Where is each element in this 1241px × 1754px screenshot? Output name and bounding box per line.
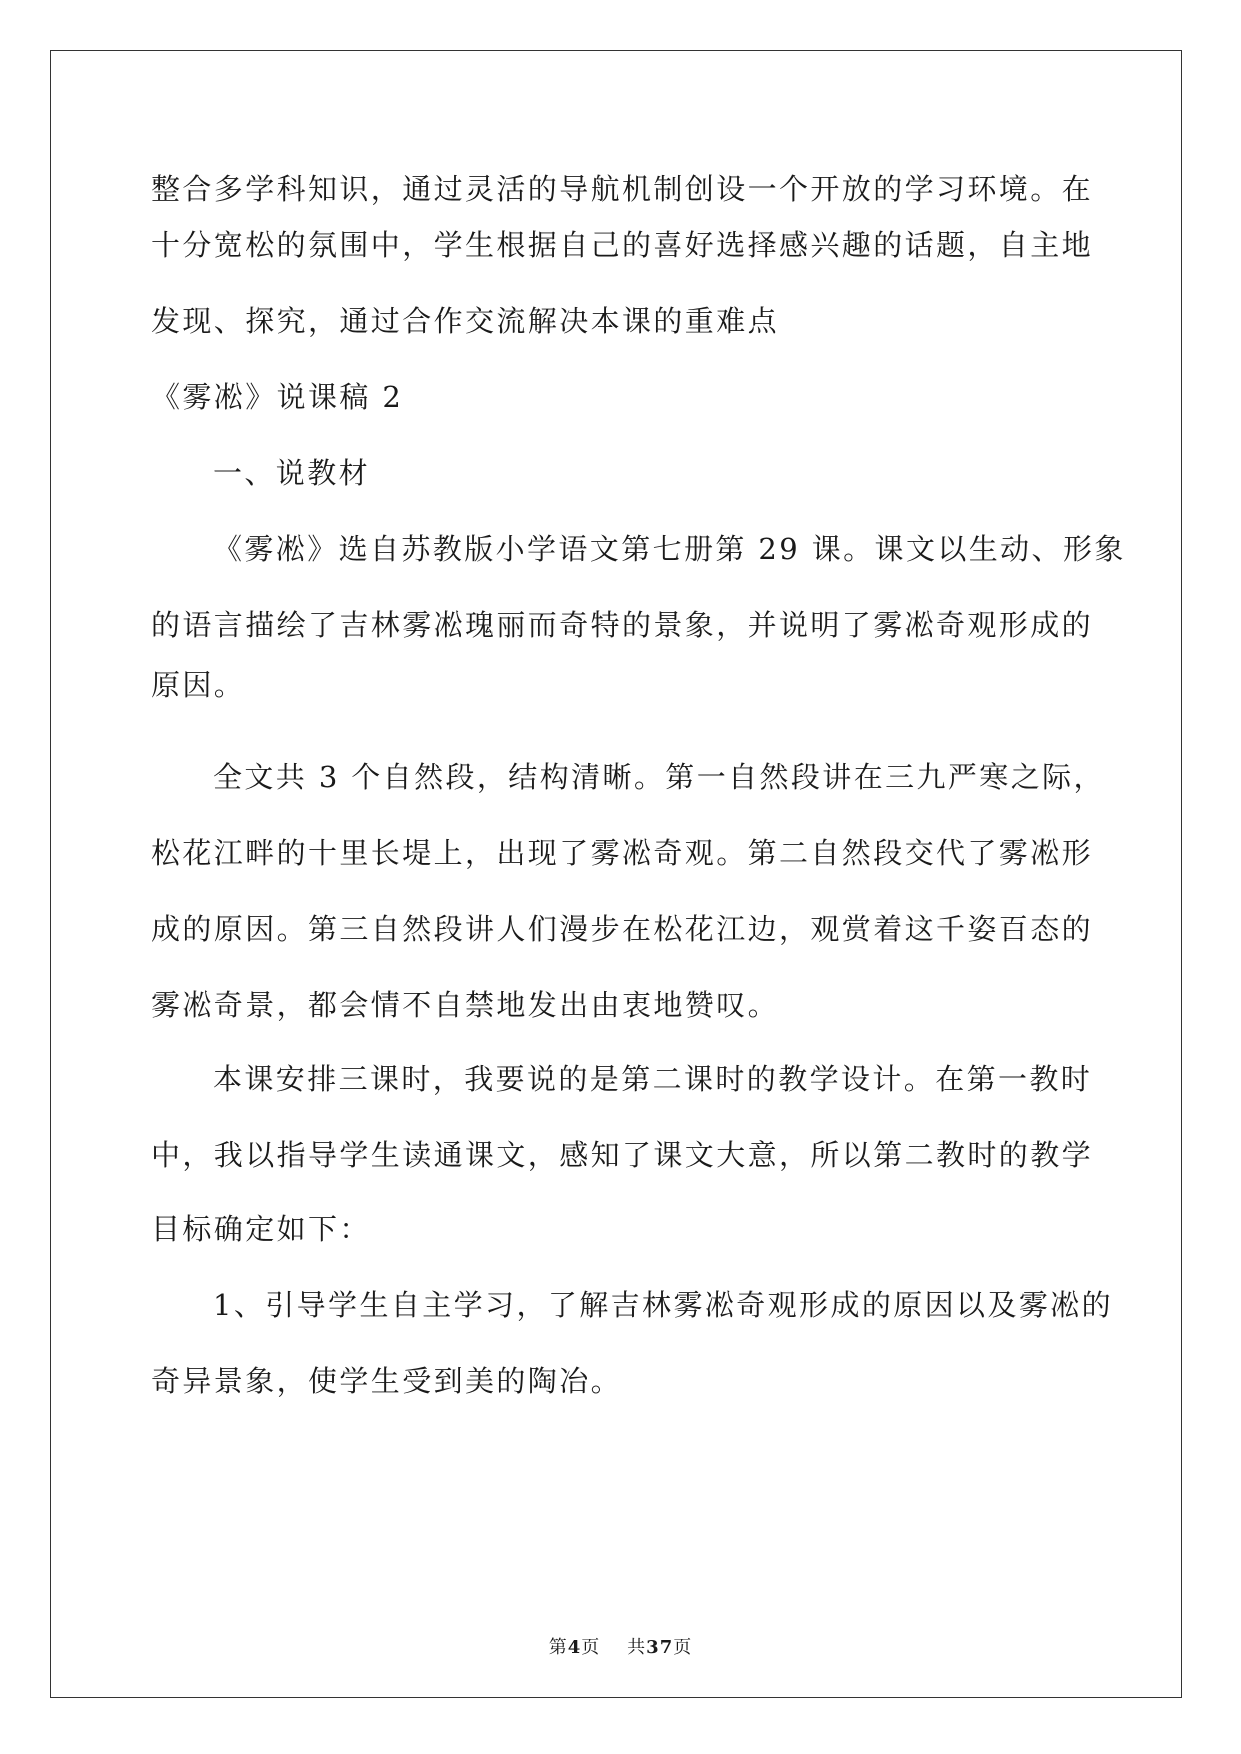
footer-page-suffix: 页 [581,1637,601,1658]
body-line-3: 发现、探究，通过合作交流解决本课的重难点 [151,304,780,338]
section-title: 《雾凇》说课稿 2 [151,380,404,414]
body-line-6: 《雾凇》选自苏教版小学语文第七册第 29 课。课文以生动、形象 [213,532,1126,566]
body-line-10: 松花江畔的十里长堤上，出现了雾凇奇观。第二自然段交代了雾凇形 [151,836,1094,870]
body-line-8: 原因。 [151,668,246,702]
body-line-7: 的语言描绘了吉林雾凇瑰丽而奇特的景象，并说明了雾凇奇观形成的 [151,608,1094,642]
footer-total-pages: 37 [646,1637,674,1658]
footer-total-prefix: 共 [627,1637,647,1658]
body-line-9: 全文共 3 个自然段，结构清晰。第一自然段讲在三九严寒之际， [213,760,1105,794]
body-line-16: 1、引导学生自主学习，了解吉林雾凇奇观形成的原因以及雾凇的 [213,1288,1114,1322]
footer-total-suffix: 页 [673,1637,693,1658]
body-line-2: 十分宽松的氛围中，学生根据自己的喜好选择感兴趣的话题，自主地 [151,228,1094,262]
body-line-17: 奇异景象，使学生受到美的陶冶。 [151,1364,623,1398]
footer-page-number: 4 [567,1637,582,1658]
page-border [50,50,1182,1698]
body-line-1: 整合多学科知识，通过灵活的导航机制创设一个开放的学习环境。在 [151,172,1094,206]
body-line-11: 成的原因。第三自然段讲人们漫步在松花江边，观赏着这千姿百态的 [151,912,1094,946]
footer-page-prefix: 第 [548,1637,568,1658]
body-line-12: 雾凇奇景，都会情不自禁地发出由衷地赞叹。 [151,988,780,1022]
body-line-15: 目标确定如下： [151,1212,371,1246]
body-line-13: 本课安排三课时，我要说的是第二课时的教学设计。在第一教时 [213,1062,1093,1096]
body-line-14: 中，我以指导学生读通课文，感知了课文大意，所以第二教时的教学 [151,1138,1094,1172]
page-footer [0,1633,1241,1659]
heading-teaching-material: 一、说教材 [213,456,371,490]
